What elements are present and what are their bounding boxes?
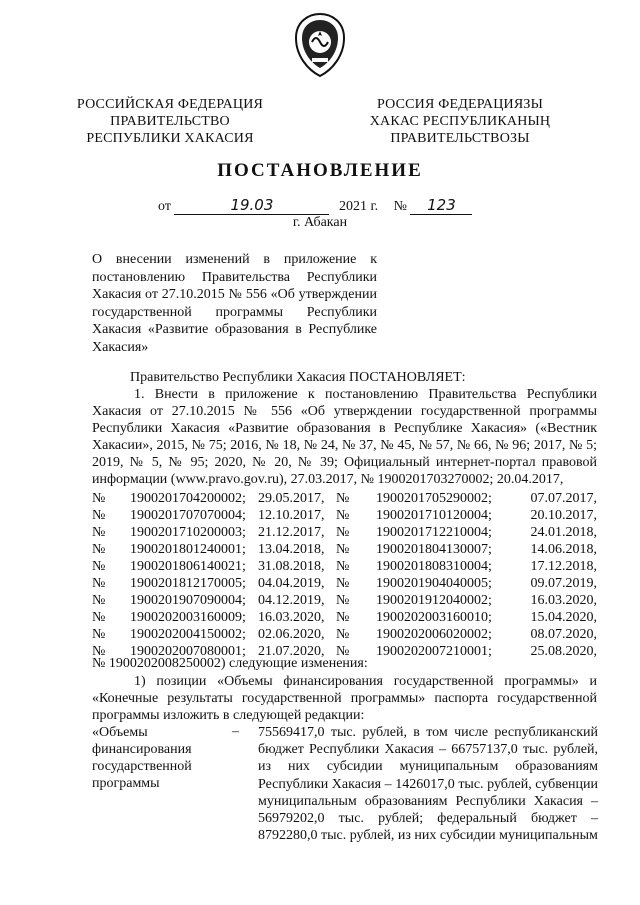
registry-cell: 1900201804130007; xyxy=(376,542,492,557)
header-right-line: ПРАВИТЕЛЬСТВОЗЫ xyxy=(390,131,530,146)
registry-cell: № xyxy=(92,576,106,591)
registry-cell: 16.03.2020, xyxy=(530,593,597,608)
date-handwritten: 19.03 xyxy=(174,196,329,215)
registry-row xyxy=(92,558,597,575)
registry-cell: № xyxy=(336,627,350,642)
registry-cell: 1900202006020002; xyxy=(376,627,492,642)
registry-row xyxy=(92,609,597,626)
paragraph-1-text: 1. Внести в приложение к постановлению Правительства Республики Хакасия от 27.10.2015 № 556 «Об утверждении государственной программы Республики Хакасия «Развитие образования в Республике Хакасия» («Вестник Хакасии», 2015, № 75; 2016, № 18, № 24, № 37, № 45, № 57, № 66, № 96; 2017, № 5; 2019, № 5, № 95; 2020, № 20, № 39; Официальный интернет-портал правовой информации (www.pravo.gov.ru), 27.03.2017, № 1900201703270002; 20.04.2017, xyxy=(92,387,597,487)
registry-cell: 1900202007210001; xyxy=(376,644,492,659)
resolves-text: Правительство Республики Хакасия ПОСТАНОВЛЯЕТ: xyxy=(130,370,466,385)
registry-cell: № xyxy=(336,559,350,574)
registry-cell: № xyxy=(336,508,350,523)
registry-cell: 1900201812170005; xyxy=(130,576,246,591)
header-right-line: РОССИЯ ФЕДЕРАЦИЯЗЫ xyxy=(376,97,544,112)
registry-cell: 1900202004150002; xyxy=(130,627,246,642)
registry-row xyxy=(92,507,597,524)
registry-cell: 1900202003160010; xyxy=(376,610,492,625)
registry-cell: 1900201710120004; xyxy=(376,508,492,523)
registry-cell: 1900202003160009; xyxy=(130,610,246,625)
registry-cell: № xyxy=(336,644,350,659)
registry-end: № 1900202008250002) следующие изменения: xyxy=(92,656,368,671)
registry-cell: 1900201912040002; xyxy=(376,593,492,608)
registry-cell: 04.04.2019, xyxy=(258,576,325,591)
registry-cell: № xyxy=(92,610,106,625)
registry-cell: 1900201808310004; xyxy=(376,559,492,574)
registry-cell: № xyxy=(336,542,350,557)
registry-cell: 1900201705290002; xyxy=(376,491,492,506)
registry-cell: 29.05.2017, xyxy=(258,491,325,506)
resolves-line xyxy=(92,369,597,386)
republic-emblem-icon xyxy=(292,12,348,78)
registry-cell: 1900201806140021; xyxy=(130,559,246,574)
header-right-line: ХАКАС РЕСПУБЛИКАНЫҢ xyxy=(369,114,551,129)
registry-cell: № xyxy=(336,593,350,608)
registry-row xyxy=(92,592,597,609)
registry-cell: № xyxy=(336,525,350,540)
registry-table xyxy=(92,490,597,660)
registry-row xyxy=(92,490,597,507)
financing-label: «Объемы финансирования государственной программы xyxy=(92,725,192,791)
header-left-line: РОССИЙСКАЯ ФЕДЕРАЦИЯ xyxy=(76,97,264,112)
registry-row xyxy=(92,524,597,541)
registry-cell: № xyxy=(92,525,106,540)
header-right xyxy=(355,96,565,147)
registry-cell: 31.08.2018, xyxy=(258,559,325,574)
registry-cell: 08.07.2020, xyxy=(530,627,597,642)
registry-cell: 24.01.2018, xyxy=(530,525,597,540)
registry-cell: № xyxy=(92,542,106,557)
item-1: 1) позиции «Объемы финансирования государственной программы» и «Конечные результаты государственной программы» паспорта государственной программы изложить в следующей редакции: xyxy=(92,674,597,723)
registry-cell: 07.07.2017, xyxy=(530,491,597,506)
registry-cell: 1900201801240001; xyxy=(130,542,246,557)
registry-cell: 15.04.2020, xyxy=(530,610,597,625)
registry-cell: 13.04.2018, xyxy=(258,542,325,557)
registry-cell: 09.07.2019, xyxy=(530,576,597,591)
number-handwritten: 123 xyxy=(410,196,472,215)
registry-cell: № xyxy=(92,491,106,506)
financing-text: 75569417,0 тыс. рублей, в том числе республиканский бюджет Республики Хакасия – 66757137,0 тыс. рублей, из них субсидии муниципальным образованиям Республики Хакасия – 1426017,0 тыс. рублей, субвенции муниципальным образованиям Республики Хакасия – 56979202,0 тыс. рублей; федеральный бюджет – 8792280,0 тыс. рублей, из них субсидии муниципальным xyxy=(258,725,598,844)
registry-row xyxy=(92,626,597,643)
registry-cell: № xyxy=(92,508,106,523)
registry-cell: № xyxy=(336,491,350,506)
document-subject: О внесении изменений в приложение к постановлению Правительства Республики Хакасия от 27.10.2015 № 556 «Об утверждении государственной программы Республики Хакасия «Развитие образования в Республике Хакасия» xyxy=(92,252,377,355)
city: г. Абакан xyxy=(292,215,348,230)
registry-row xyxy=(92,541,597,558)
header-left-line: ПРАВИТЕЛЬСТВО xyxy=(110,114,230,129)
date-line xyxy=(158,196,472,215)
header-left-line: РЕСПУБЛИКИ ХАКАСИЯ xyxy=(86,131,254,146)
paragraph-1 xyxy=(92,386,597,488)
registry-cell: 1900201704200002; xyxy=(130,491,246,506)
registry-cell: 14.06.2018, xyxy=(530,542,597,557)
registry-cell: 1900201907090004; xyxy=(130,593,246,608)
registry-cell: 1900201707070004; xyxy=(130,508,246,523)
registry-cell: 20.10.2017, xyxy=(530,508,597,523)
document-title: ПОСТАНОВЛЕНИЕ xyxy=(217,160,423,181)
registry-cell: 12.10.2017, xyxy=(258,508,325,523)
registry-cell: 25.08.2020, xyxy=(530,644,597,659)
financing-dash: – xyxy=(232,724,239,739)
number-sign: № xyxy=(393,199,407,214)
date-prefix: от xyxy=(158,199,171,214)
registry-cell: 02.06.2020, xyxy=(258,627,325,642)
header-left xyxy=(70,96,270,147)
registry-cell: 1900201710200003; xyxy=(130,525,246,540)
registry-cell: № xyxy=(92,644,106,659)
registry-cell: 1900201904040005; xyxy=(376,576,492,591)
registry-cell: 16.03.2020, xyxy=(258,610,325,625)
registry-cell: 1900202007080001; xyxy=(130,644,246,659)
registry-row xyxy=(92,575,597,592)
registry-cell: № xyxy=(92,559,106,574)
registry-cell: № xyxy=(336,610,350,625)
registry-cell: 21.12.2017, xyxy=(258,525,325,540)
registry-cell: № xyxy=(92,627,106,642)
registry-cell: 04.12.2019, xyxy=(258,593,325,608)
date-year: 2021 г. xyxy=(338,199,379,214)
registry-cell: 21.07.2020, xyxy=(258,644,325,659)
registry-cell: 1900201712210004; xyxy=(376,525,492,540)
registry-cell: 17.12.2018, xyxy=(530,559,597,574)
registry-cell: № xyxy=(92,593,106,608)
registry-cell: № xyxy=(336,576,350,591)
